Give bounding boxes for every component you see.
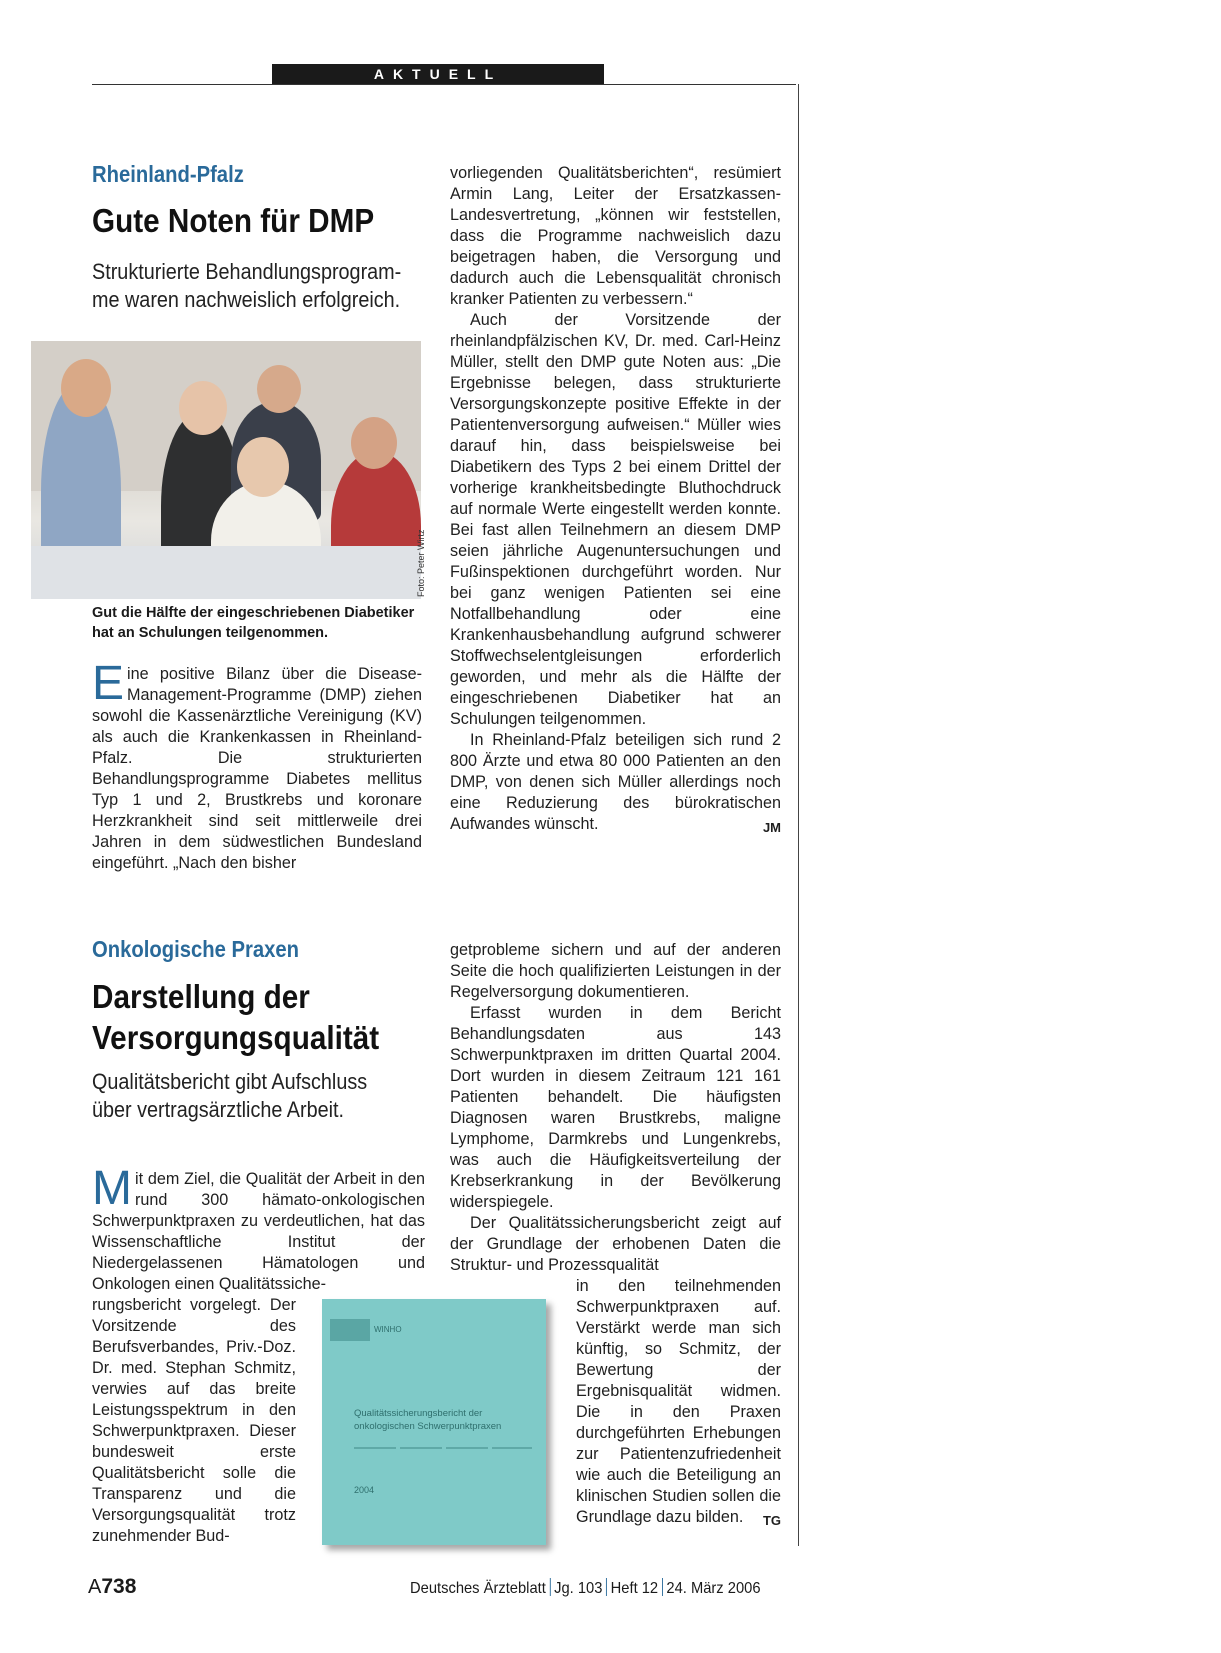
- footer-journal-info: [410, 1578, 761, 1598]
- article1-col1-text: ine positive Bilanz über die Disease-Management-Programme (DMP) ziehen sowohl die Kassenärztliche Vereinigung (KV) als auch die Krankenkassen in Rheinland-Pfalz. Die strukturierten Behandlungsprogramme Diabetes mellitus Typ 1 und 2, Brustkrebs und koronare Herzkrankheit sind seit mittlerweile drei Jahren in dem südwestlichen Bundesland eingeführt. „Nach den bisher: [92, 665, 422, 872]
- page-number: 738: [101, 1575, 137, 1598]
- article2-column-1a: [92, 1162, 425, 1295]
- article1-col2-paragraph: In Rheinland-Pfalz beteiligen sich rund 2 800 Ärzte und etwa 80 000 Patienten an den DMP, von denen sich Müller allerdings noch eine Reduzierung des bürokratischen Aufwandes wünscht.: [450, 731, 781, 833]
- article2-col2-paragraph: in den teilnehmenden Schwerpunktpraxen auf. Verstärkt werde man sich künftig, so Schmitz, der Bewertung der Ergebnisqualität widmen. Die in den Praxen durchgeführten Erhebungen zur Patientenzufriedenheit wie auch die Beteiligung an klinischen Studien sollen die Grundlage dazu bilden.: [576, 1277, 781, 1526]
- section-label: AKTUELL: [272, 64, 604, 84]
- article2-dropcap: M: [92, 1162, 132, 1215]
- page-margin-rule: [798, 84, 799, 1546]
- article1-photo-caption: Gut die Hälfte der eingeschriebenen Diabetiker hat an Schulungen teilgenommen.: [92, 605, 415, 641]
- article2-column-1b: [92, 1295, 296, 1547]
- article1-headline: Gute Noten für DMP: [92, 202, 375, 239]
- cover-title-line: Qualitätssicherungsbericht der: [354, 1408, 483, 1419]
- article2-col1-text: it dem Ziel, die Qualität der Arbeit in den rund 300 hämato-onkologischen Schwerpunktpraxen zu verdeutlichen, hat das Wissenschaftliche Institut der Niedergelassenen Hämatologen und Onkologen einen Qualitätssiche-: [92, 1170, 425, 1293]
- cover-title-line: onkologischen Schwerpunktpraxen: [354, 1421, 502, 1432]
- article2-column-2a: [450, 940, 781, 1276]
- article2-headline-line: Versorgungsqualität: [92, 1019, 380, 1056]
- article2-column-2b: [576, 1276, 781, 1531]
- article2-col2-paragraph: Der Qualitätssicherungsbericht zeigt auf der Grundlage der erhobenen Daten die Struktur- und Prozessqualität: [450, 1214, 781, 1274]
- footer-page-number: [88, 1575, 136, 1599]
- article1-dropcap: E: [92, 657, 125, 710]
- article1-kicker: Rheinland-Pfalz: [92, 161, 244, 187]
- article2-headline-line: Darstellung der: [92, 978, 310, 1015]
- article2-deck-line: Qualitätsbericht gibt Aufschluss: [92, 1069, 368, 1094]
- article2-col1-text: rungsbericht vorgelegt. Der Vorsitzende des Berufsverbandes, Priv.-Doz. Dr. med. Stephan Schmitz, verwies auf das breite Leistungsspektrum in den Schwerpunktpraxen. Dieser bundesweit erste Qualitätsbericht solle die Transparenz und die Versorgungsqualität trotz zunehmender Bud-: [92, 1296, 296, 1545]
- report-cover-image: [322, 1299, 546, 1545]
- article2-deck: [92, 1068, 367, 1124]
- article1-signature: JM: [762, 820, 781, 835]
- article2-col2-paragraph: Erfasst wurden in dem Bericht Behandlungsdaten aus 143 Schwerpunktpraxen im dritten Quartal 2004. Dort wurden in diesem Zeitraum 121 161 Patienten behandelt. Die häufigsten Diagnosen waren Brustkrebs, maligne Lymphome, Darmkrebs und Lungenkrebs, was auch die Häufigkeitsverteilung der Krebserkrankung in der Bevölkerung widerspiegele.: [450, 1004, 781, 1211]
- cover-logo-icon: [330, 1319, 370, 1341]
- article1-column-1: [92, 657, 422, 874]
- article2-kicker: Onkologische Praxen: [92, 936, 299, 962]
- article1-photo: [31, 341, 421, 599]
- article1-col2-paragraph: Auch der Vorsitzende der rheinlandpfälzischen KV, Dr. med. Carl-Heinz Müller, stellt den DMP gute Noten aus: „Die Ergebnisse belegen, dass strukturierte Versorgungskonzepte positive Effekte in der Patientenversorgung aufweisen.“ Müller wies darauf hin, dass beispielsweise bei Diabetikern des Typs 2 bei einem Drittel der vorherige krankheitsbedingte Bluthochdruck auf normale Werte eingestellt werden konnte. Bei fast allen Teilnehmern an diesem DMP seien jährliche Augenuntersuchungen und Fußinspektionen durchgeführt worden. Nur bei ganz wenigen Patienten sei eine Notfallbehandlung oder eine Krankenhausbehandlung aufgrund schwerer Stoffwechselentgleisungen erforderlich geworden, und mehr als die Hälfte der eingeschriebenen Diabetiker hat an Schulungen teilgenommen.: [450, 311, 781, 728]
- article2-headline: [92, 976, 379, 1058]
- article2-deck-line: über vertragsärztliche Arbeit.: [92, 1097, 345, 1122]
- cover-year: 2004: [354, 1485, 375, 1495]
- journal-name: Deutsches Ärzteblatt: [410, 1580, 546, 1597]
- journal-volume: Jg. 103: [554, 1580, 603, 1597]
- article1-deck-line: Strukturierte Behandlungsprogram-: [92, 259, 402, 284]
- journal-date: 24. März 2006: [666, 1580, 761, 1597]
- article1-col2-paragraph: vorliegenden Qualitätsberichten“, resümiert Armin Lang, Leiter der Ersatzkassen-Landesvertretung, „können wir feststellen, dass die Programme nachweislich dazu beigetragen haben, die Versorgung und dadurch auch die Lebensqualität chronisch kranker Patienten zu verbessern.“: [450, 164, 781, 308]
- article1-deck-line: me waren nachweislich erfolgreich.: [92, 287, 401, 312]
- photo-credit: Foto: Peter Wirtz: [416, 529, 426, 597]
- article2-col2-paragraph: getprobleme sichern und auf der anderen Seite die hoch qualifizierten Leistungen in der Regelversorgung dokumentieren.: [450, 941, 781, 1001]
- cover-title: [354, 1407, 501, 1433]
- cover-logo: WINHO: [374, 1325, 402, 1334]
- article1-deck: [92, 258, 401, 314]
- page-prefix: A: [88, 1576, 102, 1598]
- header-rule: [92, 84, 796, 85]
- article2-signature: TG: [762, 1513, 781, 1528]
- journal-issue: Heft 12: [610, 1580, 659, 1597]
- article1-column-2: [450, 163, 781, 838]
